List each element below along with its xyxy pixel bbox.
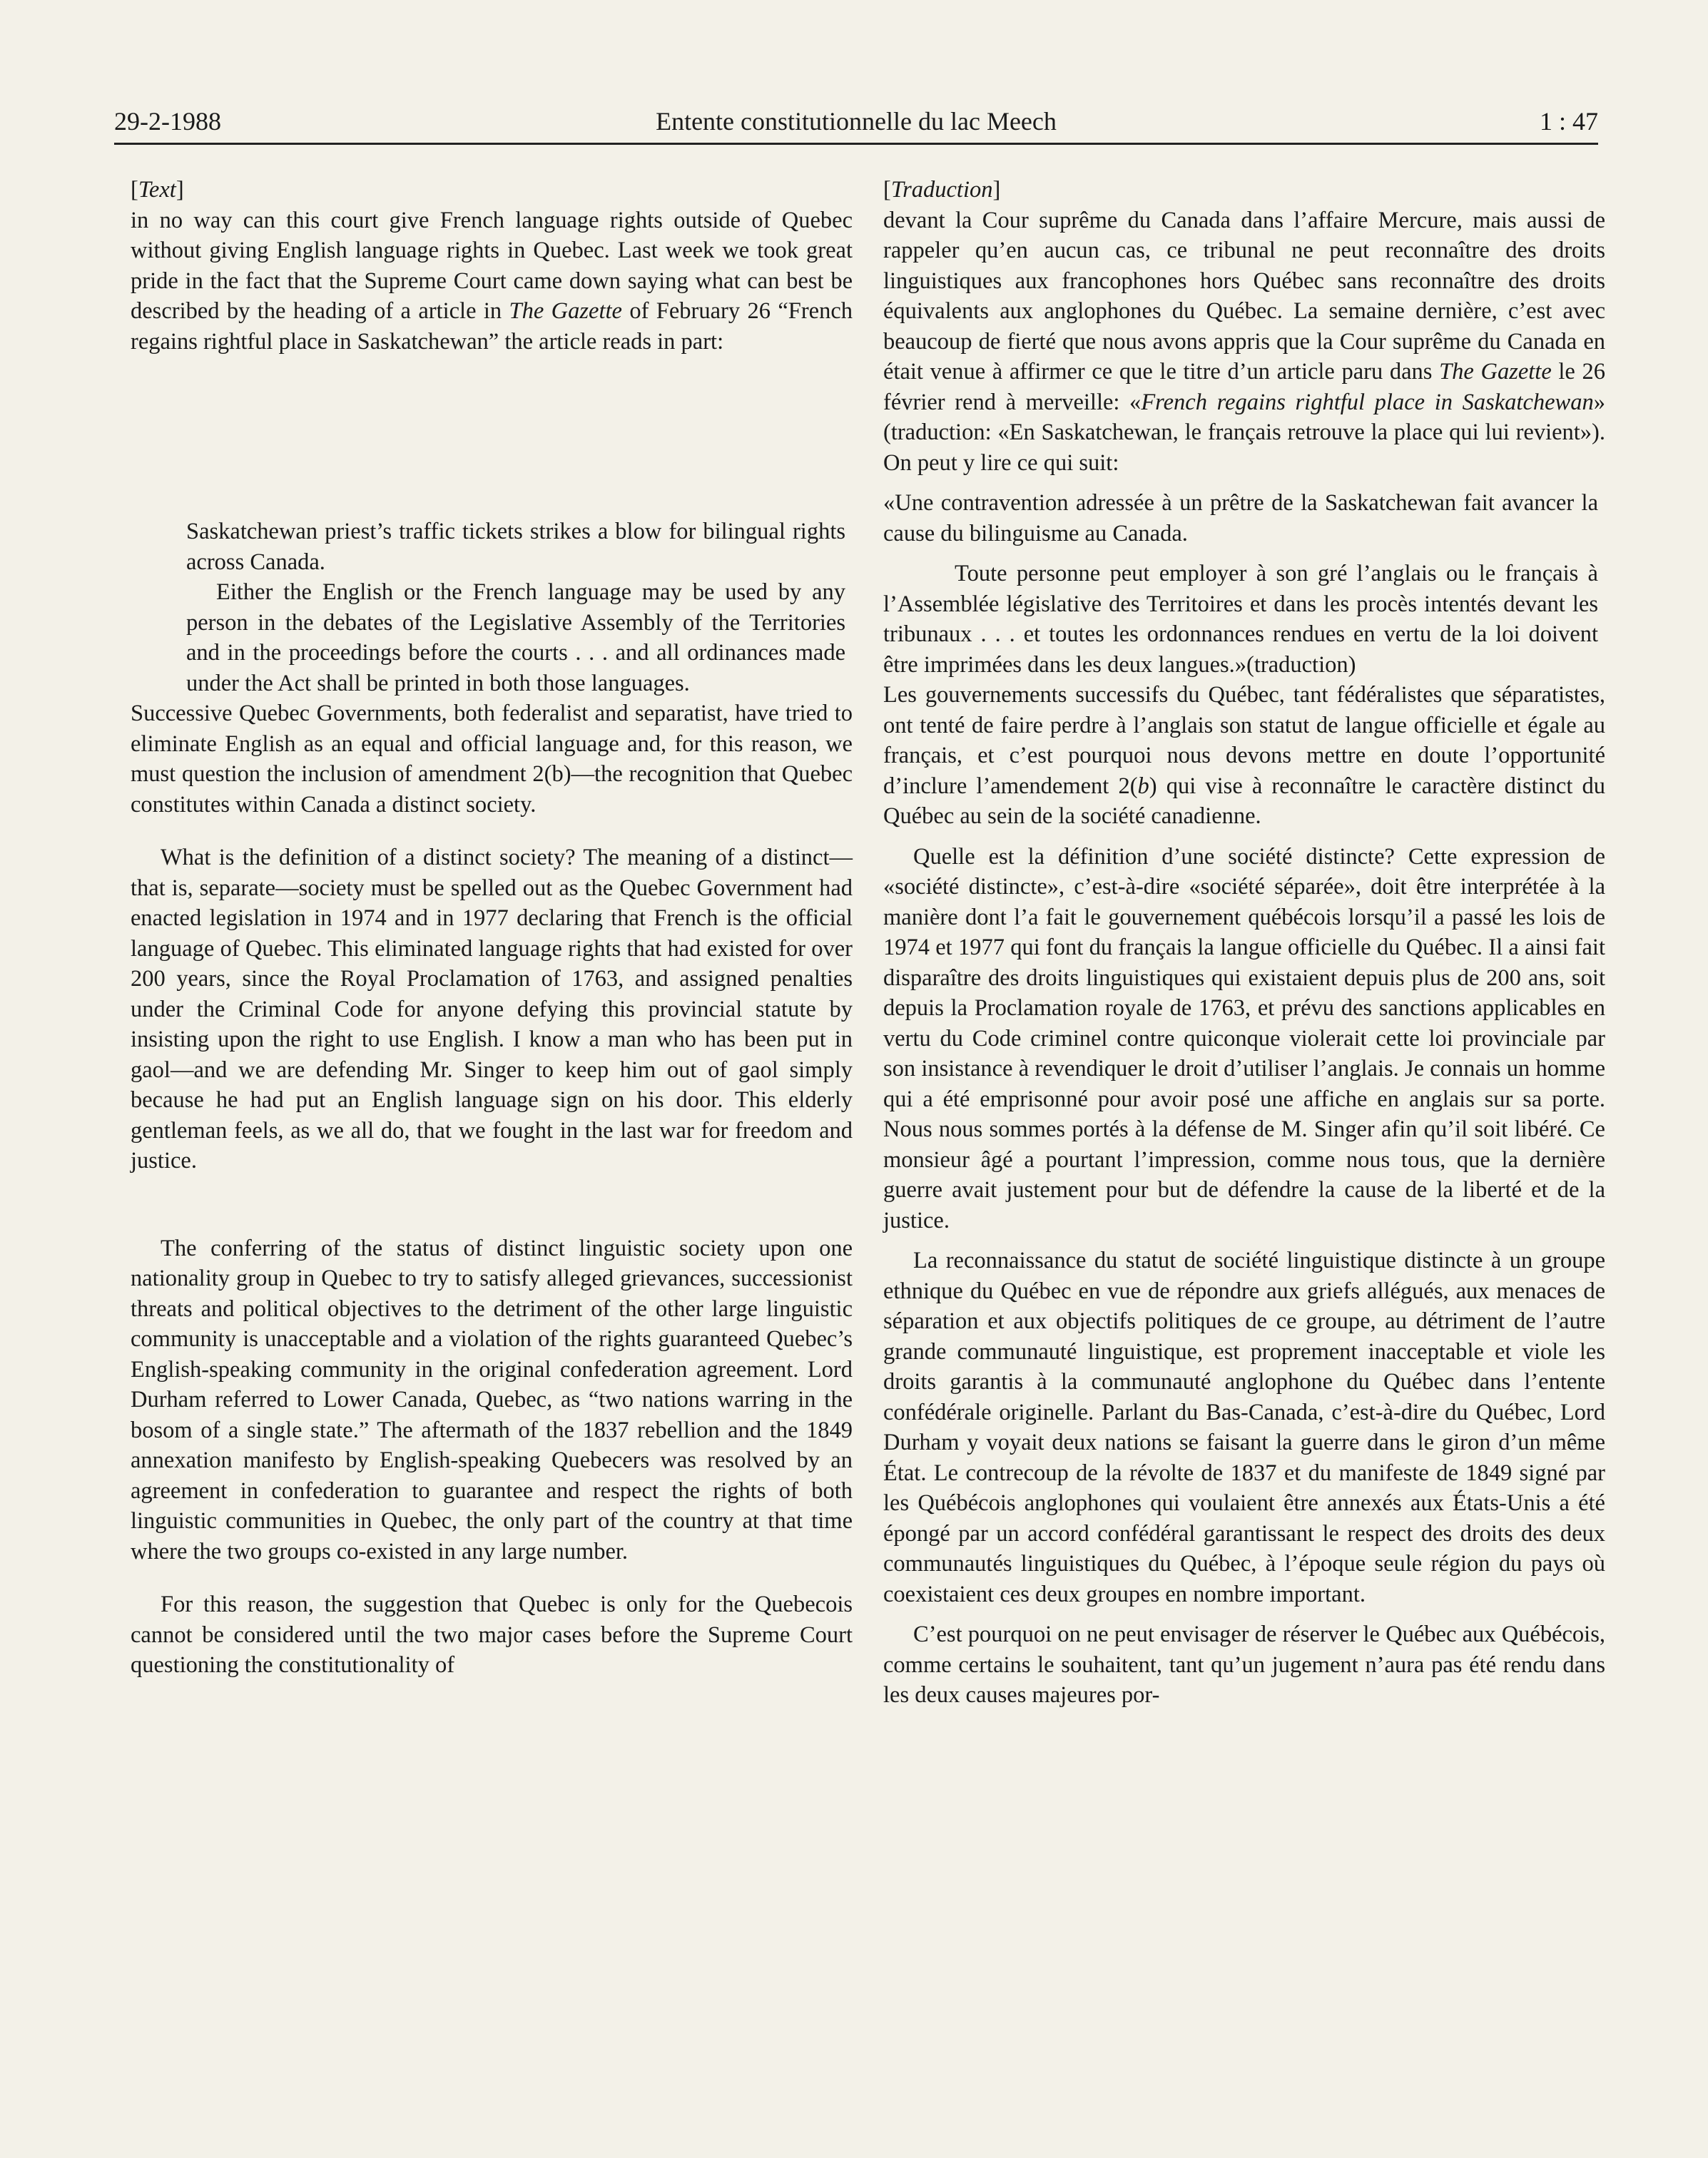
- text-label-word: Text: [138, 177, 176, 203]
- french-paragraph-2: Les gouvernements successifs du Québec, tant fédéralistes que séparatistes, ont tenté de faire perdre à l’anglais son statut de langue officielle et égale au français, et c’est pourquoi nous devons mettre en doute l’opportunité d’inclure l’amendement 2(b) qui vise à reconnaître le caractère distinct du Québec au sein de la société canadienne.: [883, 682, 1605, 829]
- header-title: Entente constitutionnelle du lac Meech: [656, 107, 1057, 136]
- english-paragraph-4: The conferring of the status of distinct linguistic society upon one nationality group in Quebec to try to satisfy alleged grievances, successionist threats and political objectives to the detriment of the other large linguistic community is unacceptable and a violation of the rights guaranteed Quebec’s English-speaking community in the original confederation agreement. Lord Durham referred to Lower Canada, Quebec, as “two nations warring in the bosom of a single state.” The aftermath of the 1837 rebellion and the 1849 annexation manifesto by English-speaking Quebecers was resolved by an agreement in confederation to guarantee and respect the rights of both linguistic communities in Quebec, the only part of the country at that time where the two groups co-existed in any large number.: [131, 1235, 853, 1564]
- french-paragraph-5: C’est pourquoi on ne peut envisager de réserver le Québec aux Québécois, comme certains le souhaitent, tant qu’un jugement n’aura pas été rendu dans les deux causes majeures por-: [883, 1622, 1605, 1708]
- english-paragraph-1: in no way can this court give French language rights outside of Quebec without giving English language rights in Quebec. Last week we took great pride in the fact that the Supreme Court came down saying what can best be described by the heading of a article in The Gazette of February 26 “French regains rightful place in Saskatchewan” the article reads in part:: [131, 207, 853, 355]
- header-page-number: 1 : 47: [1539, 107, 1598, 136]
- traduction-label-word: Traduction: [890, 177, 993, 203]
- french-paragraph-4: La reconnaissance du statut de société linguistique distincte à un groupe ethnique du Québec en vue de répondre aux griefs allégués, aux menaces de séparation et aux objectifs politiques de ce groupe, au détriment de l’autre grande communauté linguistique, est proprement inacceptable et viole les droits garantis à la communauté anglophone du Québec dans l’entente confédérale originelle. Parlant du Bas-Canada, c’est-à-dire du Québec, Lord Durham y voyait deux nations se faisant la guerre dans le giron d’un même État. Le contrecoup de la révolte de 1837 et du manifeste de 1849 signé par les Québécois anglophones qui voulaient être annexés aux États-Unis a été épongé par un accord confédéral garantissant le respect des droits des deux communautés linguistiques du Québec, à l’époque seule région du pays où coexistaient ces deux groupes en nombre important.: [883, 1248, 1605, 1607]
- french-quote-1: «Une contravention adressée à un prêtre de la Saskatchewan fait avancer la cause du bilinguisme au Canada.: [883, 490, 1598, 546]
- english-paragraph-2: Successive Quebec Governments, both federalist and separatist, have tried to eliminate English as an equal and official language and, for this reason, we must question the inclusion of amendment 2(b)—the recognition that Quebec constitutes within Canada a distinct society.: [131, 701, 853, 818]
- gazette-title-fr: The Gazette: [1439, 359, 1552, 385]
- english-quote-1: Saskatchewan priest’s traffic tickets strikes a blow for bilingual rights across Canada.: [186, 519, 845, 575]
- gazette-title: The Gazette: [509, 298, 622, 324]
- traduction-label: [Traduction]: [883, 177, 1001, 203]
- french-column: [883, 175, 1605, 1711]
- french-quote-2: Toute personne peut employer à son gré l’anglais ou le français à l’Assemblée législative des Territoires et dans les procès intentés devant les tribunaux . . . et toutes les ordonnances rendues en vertu de la loi doivent être imprimées dans les deux langues.»(traduction): [883, 561, 1598, 678]
- amendment-letter: b: [1137, 773, 1149, 799]
- english-paragraph-5: For this reason, the suggestion that Quebec is only for the Quebecois cannot be considered until the two major cases before the Supreme Court questioning the constitutionality of: [131, 1592, 853, 1678]
- article-title-fr: French regains rightful place in Saskatchewan: [1141, 389, 1594, 415]
- english-paragraph-3: What is the definition of a distinct society? The meaning of a distinct—that is, separate—society must be spelled out as the Quebec Government had enacted legislation in 1974 and in 1977 declaring that French is the official language of Quebec. This eliminated language rights that had existed for over 200 years, since the Royal Proclamation of 1763, and assigned penalties under the Criminal Code for anyone defying this provincial statute by insisting upon the right to use English. I know a man who has been put in gaol—and we are defending Mr. Singer to keep him out of gaol simply because he had put an English language sign on his door. This elderly gentleman feels, as we all do, that we fought in the last war for freedom and justice.: [131, 845, 853, 1174]
- page-header: [114, 100, 1598, 145]
- french-paragraph-1: devant la Cour suprême du Canada dans l’affaire Mercure, mais aussi de rappeler qu’en aucun cas, ce tribunal ne peut reconnaître des droits linguistiques aux francophones hors Québec sans reconnaître des droits équivalents aux anglophones du Québec. La semaine dernière, c’est avec beaucoup de fierté que nous avons appris que la Cour suprême du Canada en était venue à affirmer ce que le titre d’un article paru dans The Gazette le 26 février rend à merveille: «French regains rightful place in Saskatchewan» (traduction: «En Saskatchewan, le français retrouve la place qui lui revient»). On peut y lire ce qui suit:: [883, 207, 1605, 476]
- header-date: 29-2-1988: [114, 107, 221, 136]
- english-quote-2: Either the English or the French language may be used by any person in the debates of the Legislative Assembly of the Territories and in the proceedings before the courts . . . and all ordinances made under the Act shall be printed in both those languages.: [186, 579, 845, 696]
- text-label: [Text]: [131, 177, 184, 203]
- french-paragraph-3: Quelle est la définition d’une société distincte? Cette expression de «société distincte», c’est-à-dire «société séparée», doit être interprétée à la manière dont l’a fait le gouvernement québécois lorsqu’il a passé les lois de 1974 et 1977 qui font du français la langue officielle du Québec. Il a ainsi fait disparaître des droits linguistiques qui existaient depuis plus de 200 ans, soit depuis la Proclamation royale de 1763, et prévu des sanctions applicables en vertu du Code criminel contre quiconque violerait cette loi provinciale par son insistance à revendiquer le droit d’utiliser l’anglais. Je connais un homme qui a été emprisonné pour avoir posé une affiche en anglais sur sa porte. Nous nous sommes portés à la défense de M. Singer afin qu’il soit libéré. Ce monsieur âgé a pourtant l’impression, comme nous tous, que la dernière guerre avait justement pour but de défendre la cause de la liberté et de la justice.: [883, 843, 1605, 1233]
- english-column: [131, 175, 853, 1681]
